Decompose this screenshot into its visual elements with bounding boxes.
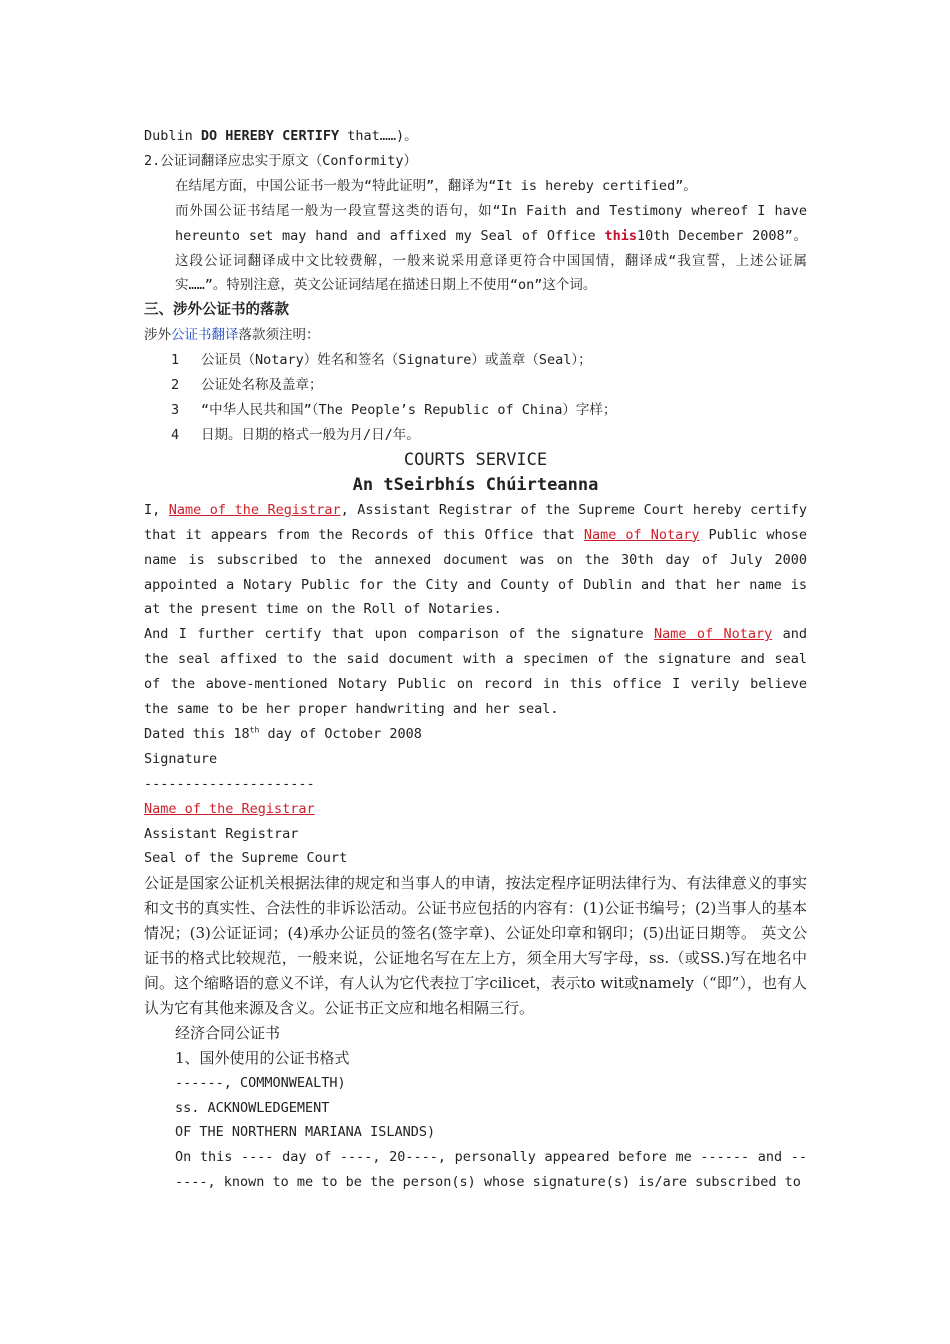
signature-label: Signature xyxy=(144,750,218,767)
dated-line: Dated this 18th day of October 2008 xyxy=(144,725,422,742)
format-heading: 1、国外使用的公证书格式 xyxy=(175,1048,350,1067)
registrar-name-link[interactable]: Name of the Registrar xyxy=(168,501,341,518)
paragraph-ending-foreign: 而外国公证书结尾一般为一段宣誓这类的语句，如“In Faith and Testimony whereof I have hereunto set may hand and affixed my Seal of Office this10th December 2008”。这段公证词翻译成中文比较费解，一般来说采用意译更符合中国国情，翻译成“我宣誓，上述公证属实……”。特别注意，英文公证词结尾在描述日期上不使用“on”这个词。 xyxy=(175,202,807,294)
contract-heading: 经济合同公证书 xyxy=(175,1023,281,1042)
section-3-heading: 三、涉外公证书的落款 xyxy=(144,302,289,319)
notarization-overview-paragraph: 公证是国家公证机关根据法律的规定和当事人的申请，按法定程序证明法律行为、有法律意义的事实和文书的真实性、合法性的非诉讼活动。公证书应包括的内容有：(1)公证书编号；(2)当事人的基本情况；(3)公证证词；(4)承办公证员的签名(签字章)、公证处印章和钢印；(5)出证日期等。 英文公证书的格式比较规范，一般来说，公证地名写在左上方，须全用大写字母，ss.（或SS.)写在地名中间。这个缩略语的意义不详，有人认为它代表拉丁字cilicet，表示to wit或namely（“即”），也有人认为它有其他来源及含义。公证书正文应和地名相隔三行。 xyxy=(144,874,807,1017)
list-item: 2 公证处名称及盖章； xyxy=(171,377,323,394)
list-item: 3 “中华人民共和国”（The People’s Republic of China）字样； xyxy=(171,401,617,418)
certificate-paragraph-1: I, Name of the Registrar, Assistant Registrar of the Supreme Court hereby certify that it appears from the Records of this Office that Name of Notary Public whose name is subscribed to the annexed document was on the 30th day of July 2000 appointed a Notary Public for the City and County of Dublin and that her name is at the present time on the Roll of Notaries. xyxy=(144,501,807,618)
list-item: 1 公证员（Notary）姓名和签名（Signature）或盖章（Seal）； xyxy=(171,352,592,369)
highlight-this: this xyxy=(604,227,638,244)
paragraph-ending-chinese: 在结尾方面，中国公证书一般为“特此证明”，翻译为“It is hereby certified”。 xyxy=(175,177,697,194)
section-2-heading: 2.公证词翻译应忠实于原文（Conformity） xyxy=(144,152,418,169)
notarial-translation-link[interactable]: 公证书翻译 xyxy=(171,327,239,344)
list-item: 4 日期。日期的格式一般为月/日/年。 xyxy=(171,426,420,443)
registrar-signoff xyxy=(144,797,807,822)
certificate-paragraph-2: And I further certify that upon comparison of the signature Name of Notary and the seal affixed to the said document with a specimen of the signature and seal of the above-mentioned Notary Public on record in this office I verily believe the same to be her proper handwriting and her seal. xyxy=(144,626,807,718)
format-line-2: ss. ACKNOWLEDGEMENT xyxy=(175,1099,330,1116)
registrar-role: Assistant Registrar xyxy=(144,825,299,842)
certificate-subtitle: An tSeirbhís Chúirteanna xyxy=(352,474,599,495)
format-body: On this ---- day of ----, 20----, personally appeared before me ------ and ------, known to me to be the person(s) whose signature(s) is/are subscribed to xyxy=(175,1149,807,1191)
format-line-3: OF THE NORTHERN MARIANA ISLANDS) xyxy=(175,1124,436,1141)
format-line-1: ------, COMMONWEALTH) xyxy=(175,1074,346,1091)
certificate-title: COURTS SERVICE xyxy=(403,449,548,470)
signature-rule: --------------------- xyxy=(144,775,315,792)
notary-name-link[interactable]: Name of Notary xyxy=(653,626,773,643)
seal-line: Seal of the Supreme Court xyxy=(144,850,348,867)
intro-line-1: Dublin DO HEREBY CERTIFY that……)。 xyxy=(144,128,418,144)
document-page xyxy=(144,124,807,1195)
registrar-name-link[interactable]: Name of the Registrar xyxy=(144,800,315,817)
notary-name-link[interactable]: Name of Notary xyxy=(583,526,700,543)
section-3-lead: 涉外公证书翻译落款须注明： xyxy=(144,327,320,344)
